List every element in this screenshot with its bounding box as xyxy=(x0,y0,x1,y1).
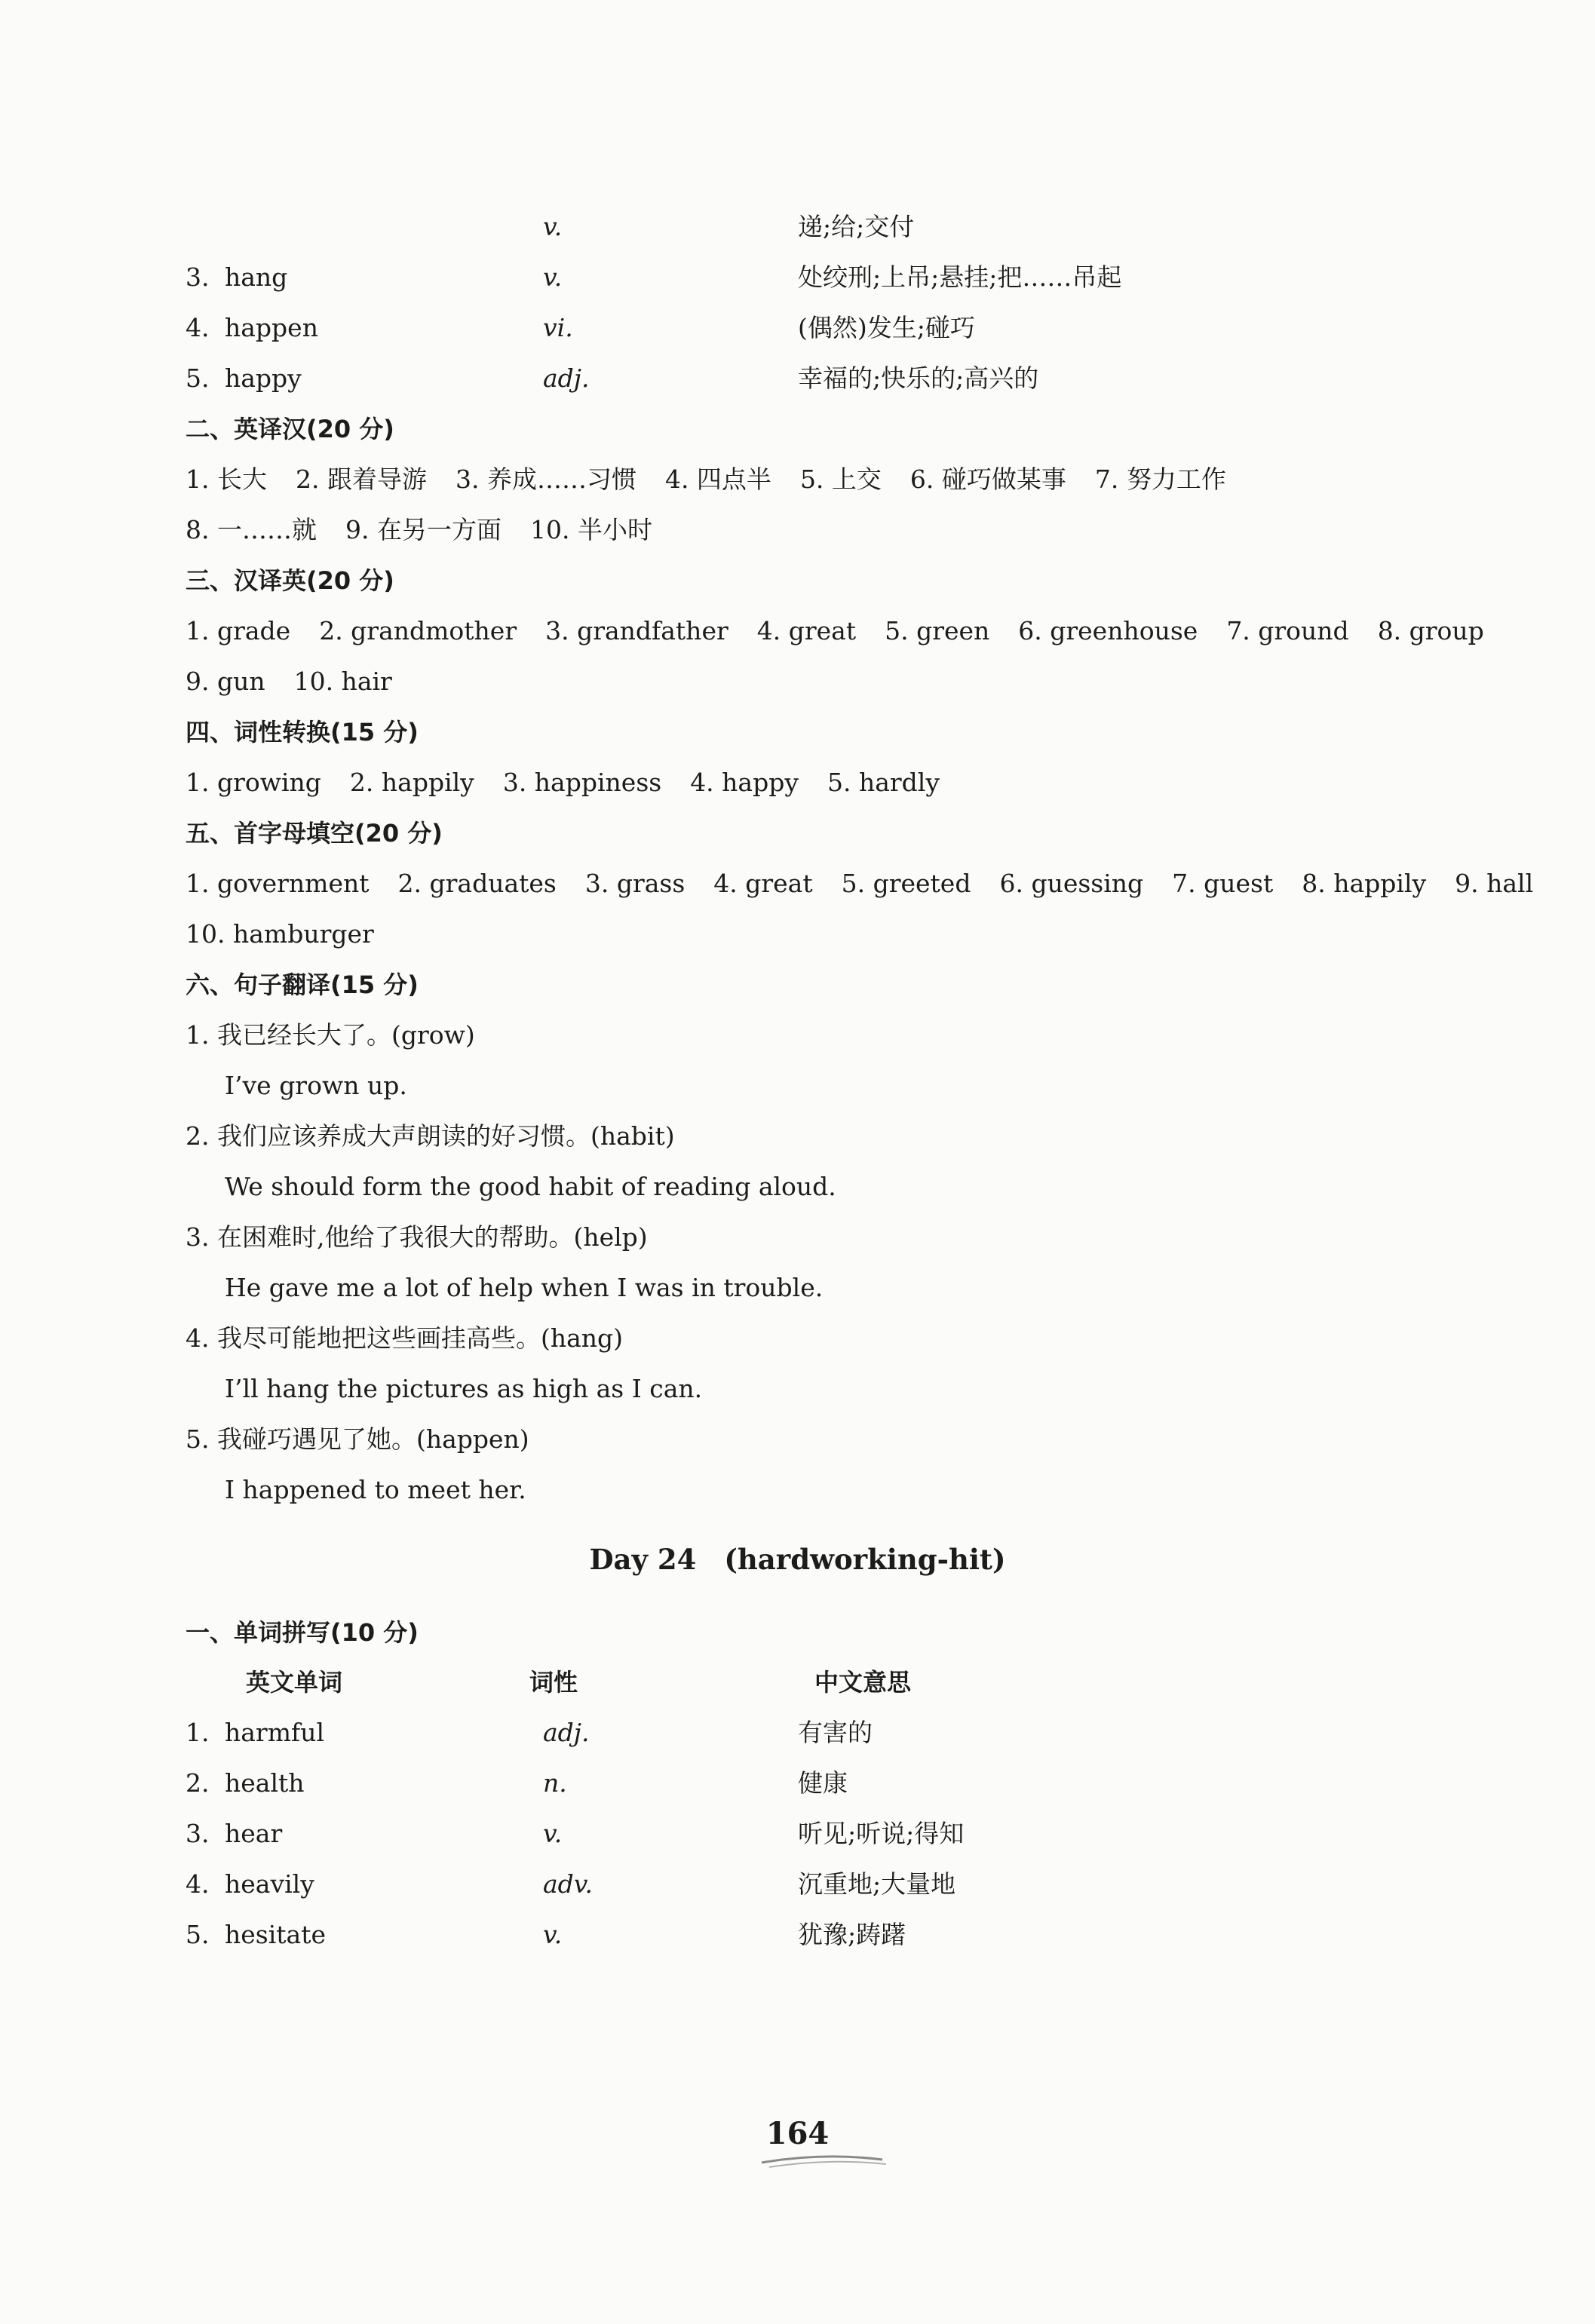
answer-line: 10. hamburger xyxy=(186,919,374,949)
section-title: 三、汉译英(20 分) xyxy=(186,566,394,595)
document-page: v. 递;给;交付 3. hang v. 处绞刑;上吊;悬挂;把……吊起 4. happen vi. (偶然)发生;碰巧 5. happy adj. 幸福的;快乐的;高兴的 二、英译汉(20 分) 1. 长大 2. 跟着导游 3. 养成……习惯 4. 四点半 5. 上交 6. 碰巧做某事 7. 努力工作 8. 一……就 9. 在另一方面 10. 半小时 三、汉译英(20 分) 1. grade 2. grandmother 3. grandfather 4. great 5. green 6. greenhouse 7. ground 8. group 9. gun 10. hair 四、词性转换(15 分) 1. growing 2. happily 3. happiness 4. happy 5. hardly 五、首字母填空(20 分) 1. government 2. graduates 3. grass 4. great 5. greeted 6. guessing 7. guest 8. happily 9. hall 10. hamburger 六、句子翻译(15 分) 1. 我已经长大了。(grow) I’ve grown up. 2. 我们应该养成大声朗读的好习惯。(habit) We should form the good habit of reading aloud. 3. 在困难时,他给了我很大的帮助。(help) He gave me a lot of help when I was in trouble. 4. 我尽可能地把这些画挂高些。(hang) I’ll hang the pictures as high as I can. 5. 我碰巧遇见了她。(happen) I happened to meet her. Day 24 (hardworking-hit) 一、单词拼写(10 分) 英文单词 词性 中文意思 1. harmful adj. 有害的 2. health n. 健康 3. hear v. 听见;听说;得知 4. heavily adv. 沉重地;大量地 5. hesitate v. 犹豫;踌躇 164 xyxy=(0,0,1595,2324)
page-number: 164 xyxy=(765,2116,830,2151)
section-title: 一、单词拼写(10 分) xyxy=(186,1618,419,1647)
day-title: Day 24 (hardworking-hit) xyxy=(589,1543,1006,1576)
answer-line: 1. grade 2. grandmother 3. grandfather 4. great 5. green 6. greenhouse 7. ground 8. group xyxy=(186,616,1484,645)
sentence-question: 1. 我已经长大了。(grow) xyxy=(186,1020,475,1050)
part-of-speech: v. xyxy=(543,212,563,241)
page-number-swoosh-decoration xyxy=(754,2149,890,2172)
sentence-question: 5. 我碰巧遇见了她。(happen) xyxy=(186,1424,529,1454)
header-word: 英文单词 xyxy=(246,1668,343,1697)
sentence-answer: He gave me a lot of help when I was in trouble. xyxy=(225,1273,824,1302)
answer-line: 9. gun 10. hair xyxy=(186,667,392,696)
answer-line: 1. growing 2. happily 3. happiness 4. happy 5. hardly xyxy=(186,768,940,797)
sentence-answer: I’ve grown up. xyxy=(225,1071,407,1100)
sentence-answer: I’ll hang the pictures as high as I can. xyxy=(225,1374,703,1403)
sentence-answer: We should form the good habit of reading aloud. xyxy=(225,1172,836,1201)
header-pos: 词性 xyxy=(529,1668,578,1697)
section-title: 五、首字母填空(20 分) xyxy=(186,819,443,848)
answer-line: 1. government 2. graduates 3. grass 4. great 5. greeted 6. guessing 7. guest 8. happily 9. hall xyxy=(186,869,1534,898)
sentence-question: 2. 我们应该养成大声朗读的好习惯。(habit) xyxy=(186,1121,675,1151)
answer-line: 8. 一……就 9. 在另一方面 10. 半小时 xyxy=(186,515,652,544)
sentence-question: 3. 在困难时,他给了我很大的帮助。(help) xyxy=(186,1222,648,1252)
answer-line: 1. 长大 2. 跟着导游 3. 养成……习惯 4. 四点半 5. 上交 6. 碰巧做某事 7. 努力工作 xyxy=(186,464,1226,494)
section-title: 四、词性转换(15 分) xyxy=(186,718,419,747)
section-title: 六、句子翻译(15 分) xyxy=(186,970,419,999)
sentence-answer: I happened to meet her. xyxy=(225,1475,526,1504)
sentence-question: 4. 我尽可能地把这些画挂高些。(hang) xyxy=(186,1323,624,1353)
header-cn: 中文意思 xyxy=(814,1668,912,1697)
chinese-meaning: 递;给;交付 xyxy=(798,212,915,241)
section-title: 二、英译汉(20 分) xyxy=(186,415,394,443)
